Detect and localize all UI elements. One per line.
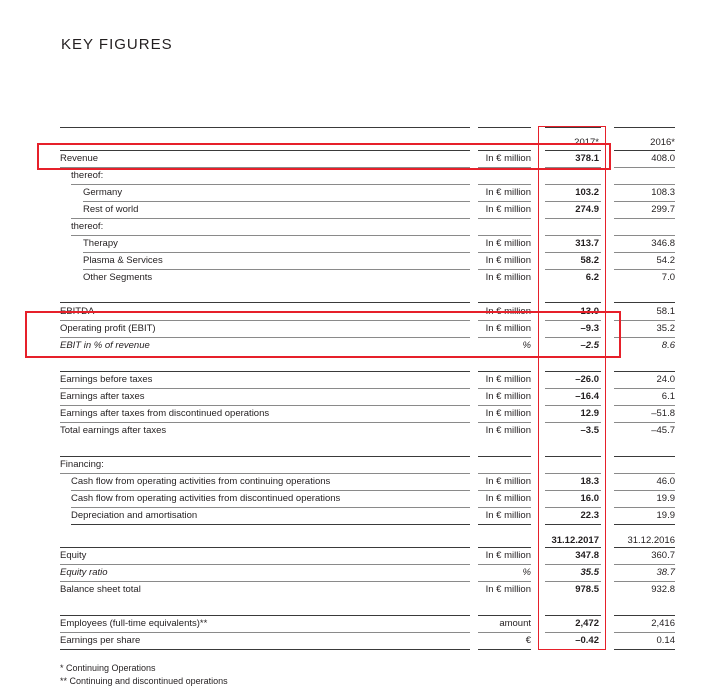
row-unit: In € million bbox=[485, 323, 531, 334]
row-label: Revenue bbox=[60, 153, 99, 164]
row-value-2016: 8.6 bbox=[661, 340, 675, 351]
row-rule bbox=[614, 150, 675, 151]
row-unit: In € million bbox=[485, 255, 531, 266]
highlight-ebit-rows bbox=[25, 311, 621, 358]
highlight-revenue-row bbox=[37, 143, 611, 170]
header-rule bbox=[478, 127, 531, 128]
row-rule bbox=[614, 564, 675, 565]
row-rule bbox=[478, 632, 531, 633]
row-value-2016: 932.8 bbox=[651, 584, 675, 595]
row-unit: In € million bbox=[485, 425, 531, 436]
row-rule bbox=[614, 547, 675, 548]
row-rule bbox=[614, 269, 675, 270]
row-unit: In € million bbox=[485, 584, 531, 595]
row-unit: In € million bbox=[485, 187, 531, 198]
row-value-2017: 58.2 bbox=[580, 255, 599, 266]
row-value-2016: 299.7 bbox=[651, 204, 675, 215]
row-rule bbox=[614, 524, 675, 525]
row-rule bbox=[478, 218, 531, 219]
row-rule bbox=[478, 405, 531, 406]
row-value-2017: 16.0 bbox=[580, 493, 599, 504]
date-header-2016: 31.12.2016 bbox=[627, 535, 675, 546]
row-label: Other Segments bbox=[83, 272, 153, 283]
row-rule bbox=[478, 252, 531, 253]
row-rule bbox=[60, 405, 470, 406]
row-rule bbox=[478, 269, 531, 270]
row-rule bbox=[71, 218, 470, 219]
row-value-2016: 58.1 bbox=[656, 306, 675, 317]
row-label: Equity ratio bbox=[60, 567, 108, 578]
row-value-2017: 378.1 bbox=[575, 153, 599, 164]
row-rule bbox=[614, 252, 675, 253]
row-value-2016: –51.8 bbox=[651, 408, 675, 419]
footnote-discontinued: ** Continuing and discontinued operations bbox=[60, 676, 228, 686]
row-rule bbox=[614, 201, 675, 202]
row-unit: % bbox=[522, 567, 531, 578]
row-value-2017: 13.0 bbox=[580, 306, 599, 317]
row-rule bbox=[614, 337, 675, 338]
row-rule bbox=[60, 649, 470, 650]
row-rule bbox=[614, 218, 675, 219]
row-rule bbox=[478, 564, 531, 565]
row-rule bbox=[60, 564, 470, 565]
row-label: Germany bbox=[83, 187, 123, 198]
row-rule bbox=[614, 581, 675, 582]
row-value-2017: –2.5 bbox=[580, 340, 599, 351]
row-value-2016: 0.14 bbox=[656, 635, 675, 646]
row-value-2016: 2,416 bbox=[651, 618, 675, 629]
row-rule bbox=[614, 473, 675, 474]
row-rule bbox=[478, 490, 531, 491]
header-rule bbox=[60, 127, 470, 128]
row-rule bbox=[614, 507, 675, 508]
row-unit: In € million bbox=[485, 550, 531, 561]
row-unit: In € million bbox=[485, 374, 531, 385]
row-rule bbox=[60, 422, 470, 423]
row-rule bbox=[614, 184, 675, 185]
row-unit: % bbox=[522, 340, 531, 351]
header-rule bbox=[614, 127, 675, 128]
row-rule bbox=[614, 167, 675, 168]
row-label: Balance sheet total bbox=[60, 584, 141, 595]
row-label: thereof: bbox=[71, 170, 104, 181]
row-rule bbox=[614, 235, 675, 236]
row-rule bbox=[83, 252, 470, 253]
row-value-2016: 54.2 bbox=[656, 255, 675, 266]
row-rule bbox=[478, 507, 531, 508]
row-value-2016: 7.0 bbox=[661, 272, 675, 283]
year-2016-header: 2016* bbox=[650, 137, 675, 148]
row-value-2017: 313.7 bbox=[575, 238, 599, 249]
row-value-2016: 24.0 bbox=[656, 374, 675, 385]
row-value-2017: –3.5 bbox=[580, 425, 599, 436]
row-label: Earnings before taxes bbox=[60, 374, 153, 385]
row-value-2017: –16.4 bbox=[575, 391, 599, 402]
row-unit: In € million bbox=[485, 238, 531, 249]
row-value-2017: –26.0 bbox=[575, 374, 599, 385]
row-label: Earnings after taxes bbox=[60, 391, 145, 402]
row-value-2016: –45.7 bbox=[651, 425, 675, 436]
row-value-2016: 408.0 bbox=[651, 153, 675, 164]
row-rule bbox=[614, 302, 675, 303]
row-value-2017: 978.5 bbox=[575, 584, 599, 595]
row-rule bbox=[478, 547, 531, 548]
row-value-2016: 108.3 bbox=[651, 187, 675, 198]
row-value-2017: 274.9 bbox=[575, 204, 599, 215]
row-value-2016: 6.1 bbox=[661, 391, 675, 402]
row-label: Rest of world bbox=[83, 204, 139, 215]
row-label: Total earnings after taxes bbox=[60, 425, 167, 436]
row-rule bbox=[60, 473, 470, 474]
row-value-2017: 6.2 bbox=[585, 272, 599, 283]
date-header-2017: 31.12.2017 bbox=[551, 535, 599, 546]
row-rule bbox=[614, 456, 675, 457]
row-unit: In € million bbox=[485, 408, 531, 419]
row-unit: € bbox=[525, 635, 531, 646]
row-label: EBITDA bbox=[60, 306, 95, 317]
row-rule bbox=[478, 235, 531, 236]
row-label: Depreciation and amortisation bbox=[71, 510, 198, 521]
row-value-2016: 46.0 bbox=[656, 476, 675, 487]
row-rule bbox=[71, 490, 470, 491]
row-unit: amount bbox=[499, 618, 531, 629]
row-rule bbox=[83, 269, 470, 270]
row-rule bbox=[71, 524, 470, 525]
row-rule bbox=[614, 320, 675, 321]
row-rule bbox=[478, 649, 531, 650]
row-rule bbox=[478, 201, 531, 202]
row-rule bbox=[478, 524, 531, 525]
row-label: Financing: bbox=[60, 459, 104, 470]
row-rule bbox=[478, 473, 531, 474]
row-rule bbox=[71, 507, 470, 508]
row-rule bbox=[478, 184, 531, 185]
row-rule bbox=[614, 490, 675, 491]
row-rule bbox=[478, 581, 531, 582]
row-rule bbox=[60, 388, 470, 389]
row-rule bbox=[478, 422, 531, 423]
row-rule bbox=[60, 615, 470, 616]
row-rule bbox=[60, 632, 470, 633]
row-label: Earnings per share bbox=[60, 635, 141, 646]
row-value-2017: 35.5 bbox=[580, 567, 599, 578]
row-rule bbox=[60, 547, 470, 548]
row-rule bbox=[614, 371, 675, 372]
row-rule bbox=[614, 615, 675, 616]
row-value-2017: –0.42 bbox=[575, 635, 599, 646]
row-unit: In € million bbox=[485, 476, 531, 487]
row-label: thereof: bbox=[71, 221, 104, 232]
row-value-2016: 35.2 bbox=[656, 323, 675, 334]
row-unit: In € million bbox=[485, 272, 531, 283]
row-value-2016: 19.9 bbox=[656, 510, 675, 521]
row-label: Cash flow from operating activities from continuing operations bbox=[71, 476, 331, 487]
row-unit: In € million bbox=[485, 204, 531, 215]
row-rule bbox=[71, 235, 470, 236]
page-title: KEY FIGURES bbox=[61, 36, 173, 53]
row-value-2016: 360.7 bbox=[651, 550, 675, 561]
footnote-continuing: * Continuing Operations bbox=[60, 663, 156, 673]
row-value-2017: 18.3 bbox=[580, 476, 599, 487]
row-rule bbox=[614, 422, 675, 423]
row-label: Cash flow from operating activities from discontinued operations bbox=[71, 493, 341, 504]
row-value-2016: 346.8 bbox=[651, 238, 675, 249]
row-rule bbox=[478, 456, 531, 457]
row-rule bbox=[478, 302, 531, 303]
row-rule bbox=[60, 302, 470, 303]
row-rule bbox=[614, 405, 675, 406]
highlight-2017-column bbox=[538, 126, 606, 650]
row-value-2017: –9.3 bbox=[580, 323, 599, 334]
row-rule bbox=[83, 201, 470, 202]
row-value-2017: 2,472 bbox=[575, 618, 599, 629]
row-value-2016: 38.7 bbox=[656, 567, 675, 578]
row-rule bbox=[71, 184, 470, 185]
row-value-2017: 12.9 bbox=[580, 408, 599, 419]
row-rule bbox=[614, 632, 675, 633]
row-label: EBIT in % of revenue bbox=[60, 340, 150, 351]
row-label: Plasma & Services bbox=[83, 255, 163, 266]
row-rule bbox=[60, 456, 470, 457]
row-value-2017: 22.3 bbox=[580, 510, 599, 521]
row-label: Operating profit (EBIT) bbox=[60, 323, 156, 334]
row-unit: In € million bbox=[485, 493, 531, 504]
row-rule bbox=[60, 371, 470, 372]
row-rule bbox=[614, 388, 675, 389]
row-label: Employees (full-time equivalents)** bbox=[60, 618, 208, 629]
row-rule bbox=[478, 615, 531, 616]
row-rule bbox=[478, 388, 531, 389]
row-value-2016: 19.9 bbox=[656, 493, 675, 504]
row-label: Earnings after taxes from discontinued operations bbox=[60, 408, 270, 419]
row-unit: In € million bbox=[485, 153, 531, 164]
row-unit: In € million bbox=[485, 391, 531, 402]
row-rule bbox=[478, 371, 531, 372]
row-value-2017: 347.8 bbox=[575, 550, 599, 561]
row-unit: In € million bbox=[485, 306, 531, 317]
row-unit: In € million bbox=[485, 510, 531, 521]
row-label: Equity bbox=[60, 550, 87, 561]
year-2017-header: 2017* bbox=[574, 137, 599, 148]
row-rule bbox=[614, 649, 675, 650]
row-rule bbox=[60, 581, 470, 582]
row-value-2017: 103.2 bbox=[575, 187, 599, 198]
row-label: Therapy bbox=[83, 238, 118, 249]
